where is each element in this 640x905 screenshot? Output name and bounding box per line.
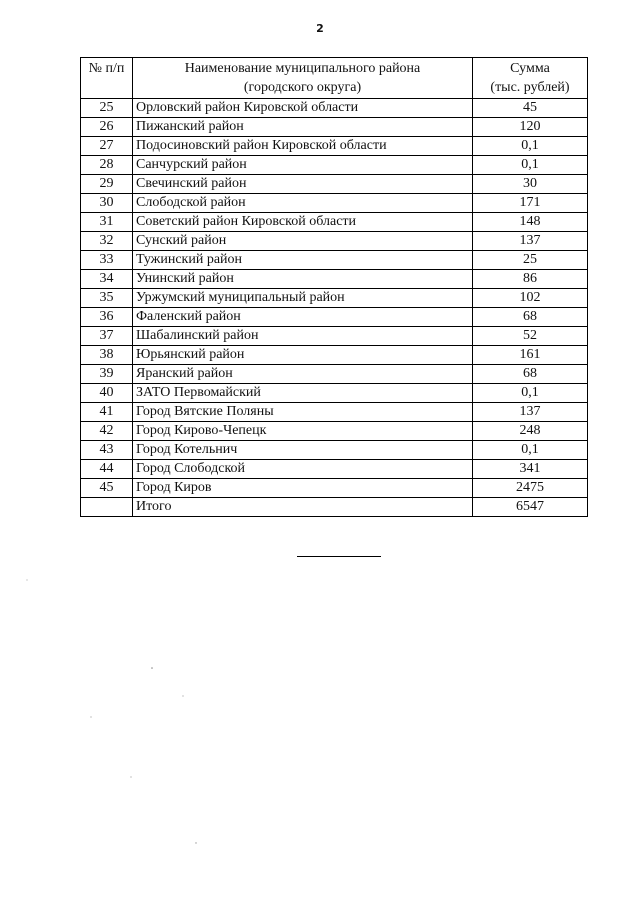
row-num: 26 xyxy=(81,118,133,137)
row-name: Город Киров xyxy=(133,479,473,498)
row-name: Пижанский район xyxy=(133,118,473,137)
header-num-label: № п/п xyxy=(88,61,125,76)
row-sum: 102 xyxy=(473,289,588,308)
table-row xyxy=(81,213,588,232)
row-sum: 248 xyxy=(473,422,588,441)
row-sum: 0,1 xyxy=(473,384,588,403)
row-name: Советский район Кировской области xyxy=(133,213,473,232)
table-row xyxy=(81,365,588,384)
row-num: 25 xyxy=(81,99,133,118)
row-sum: 171 xyxy=(473,194,588,213)
row-num: 37 xyxy=(81,327,133,346)
table-row xyxy=(81,99,588,118)
row-name: Фаленский район xyxy=(133,308,473,327)
table-row xyxy=(81,460,588,479)
row-sum: 137 xyxy=(473,232,588,251)
row-name: Унинский район xyxy=(133,270,473,289)
header-sum xyxy=(473,58,588,99)
row-name: Слободской район xyxy=(133,194,473,213)
row-name: Шабалинский район xyxy=(133,327,473,346)
table-row xyxy=(81,232,588,251)
row-num: 40 xyxy=(81,384,133,403)
header-num xyxy=(81,58,133,99)
row-num: 27 xyxy=(81,137,133,156)
row-name: Орловский район Кировской области xyxy=(133,99,473,118)
table-row xyxy=(81,403,588,422)
table-header-row xyxy=(81,58,588,99)
row-sum: 0,1 xyxy=(473,441,588,460)
table-row xyxy=(81,270,588,289)
row-sum: 341 xyxy=(473,460,588,479)
header-sum-line2: (тыс. рублей) xyxy=(490,80,570,95)
allocation-table xyxy=(80,57,588,517)
row-name: Санчурский район xyxy=(133,156,473,175)
row-num: 33 xyxy=(81,251,133,270)
row-sum: 0,1 xyxy=(473,156,588,175)
row-num: 31 xyxy=(81,213,133,232)
row-num: 28 xyxy=(81,156,133,175)
row-sum: 30 xyxy=(473,175,588,194)
row-sum: 45 xyxy=(473,99,588,118)
row-num: 29 xyxy=(81,175,133,194)
table-row xyxy=(81,156,588,175)
table-row xyxy=(81,118,588,137)
row-num: 45 xyxy=(81,479,133,498)
total-sum: 6547 xyxy=(473,498,588,517)
row-name: Город Кирово-Чепецк xyxy=(133,422,473,441)
row-num: 39 xyxy=(81,365,133,384)
total-num xyxy=(81,498,133,517)
table-total-row xyxy=(81,498,588,517)
end-of-document-rule xyxy=(297,556,381,557)
row-sum: 68 xyxy=(473,308,588,327)
row-sum: 148 xyxy=(473,213,588,232)
row-name: Подосиновский район Кировской области xyxy=(133,137,473,156)
row-name: Юрьянский район xyxy=(133,346,473,365)
row-name: Уржумский муниципальный район xyxy=(133,289,473,308)
row-name: ЗАТО Первомайский xyxy=(133,384,473,403)
row-num: 30 xyxy=(81,194,133,213)
row-sum: 161 xyxy=(473,346,588,365)
row-num: 38 xyxy=(81,346,133,365)
row-sum: 68 xyxy=(473,365,588,384)
row-name: Свечинский район xyxy=(133,175,473,194)
table-row xyxy=(81,308,588,327)
table-row xyxy=(81,384,588,403)
header-name-line1: Наименование муниципального района xyxy=(184,61,421,76)
row-sum: 137 xyxy=(473,403,588,422)
row-sum: 0,1 xyxy=(473,137,588,156)
row-sum: 52 xyxy=(473,327,588,346)
row-sum: 25 xyxy=(473,251,588,270)
row-name: Сунский район xyxy=(133,232,473,251)
table-row xyxy=(81,422,588,441)
table-row xyxy=(81,194,588,213)
table-row xyxy=(81,479,588,498)
table-row xyxy=(81,251,588,270)
header-name xyxy=(133,58,473,99)
row-num: 34 xyxy=(81,270,133,289)
row-num: 44 xyxy=(81,460,133,479)
table-row xyxy=(81,289,588,308)
total-label: Итого xyxy=(133,498,473,517)
row-num: 42 xyxy=(81,422,133,441)
row-name: Город Котельнич xyxy=(133,441,473,460)
row-sum: 2475 xyxy=(473,479,588,498)
table-row xyxy=(81,346,588,365)
row-num: 35 xyxy=(81,289,133,308)
table-row xyxy=(81,175,588,194)
table-row xyxy=(81,327,588,346)
page-number: 2 xyxy=(316,22,324,35)
table-row xyxy=(81,137,588,156)
row-name: Тужинский район xyxy=(133,251,473,270)
row-num: 32 xyxy=(81,232,133,251)
table-row xyxy=(81,441,588,460)
row-name: Город Слободской xyxy=(133,460,473,479)
row-num: 36 xyxy=(81,308,133,327)
row-num: 43 xyxy=(81,441,133,460)
header-name-line2: (городского округа) xyxy=(243,80,362,95)
header-sum-line1: Сумма xyxy=(510,61,550,76)
row-sum: 86 xyxy=(473,270,588,289)
row-sum: 120 xyxy=(473,118,588,137)
row-name: Яранский район xyxy=(133,365,473,384)
row-name: Город Вятские Поляны xyxy=(133,403,473,422)
row-num: 41 xyxy=(81,403,133,422)
